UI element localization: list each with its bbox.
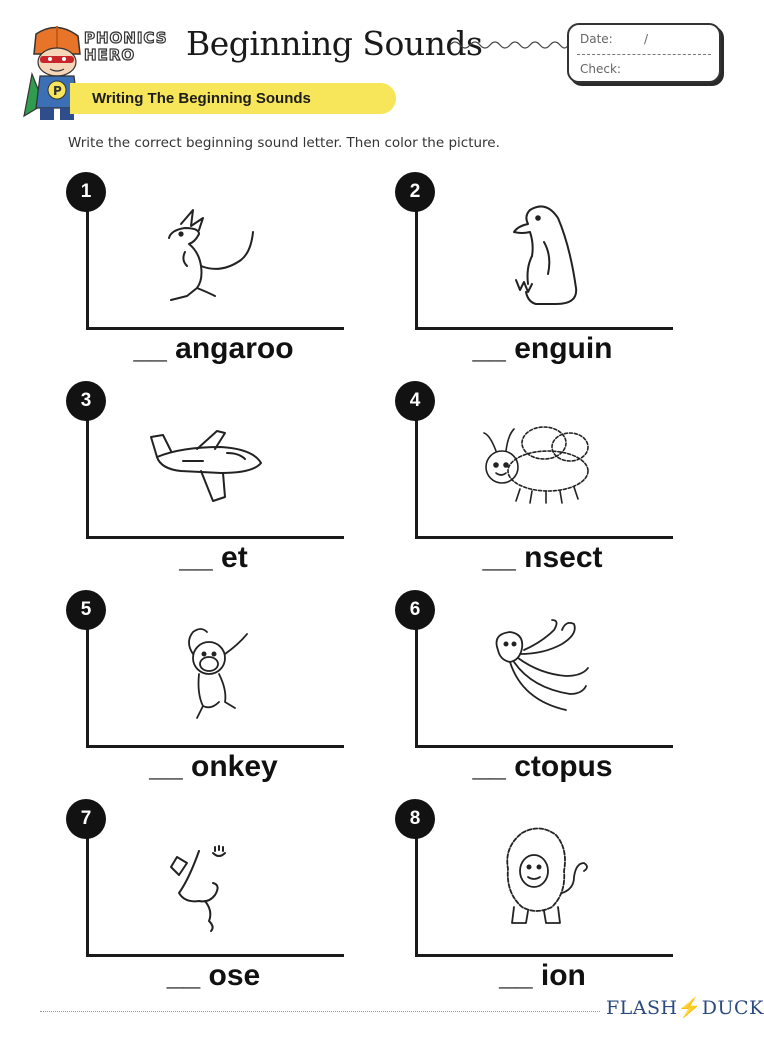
brand-line-1: PHONICS: [84, 29, 168, 47]
exercise-number-badge: 5: [66, 590, 106, 630]
date-divider: [577, 54, 711, 55]
exercise-word: [86, 959, 341, 993]
date-separator: /: [644, 32, 649, 46]
exercise-number-badge: 4: [395, 381, 435, 421]
footer-divider: [40, 1011, 600, 1012]
brand-line-2: HERO: [84, 46, 136, 64]
exercise-word: [415, 541, 670, 575]
word-ending: nsect: [524, 541, 603, 574]
jet-icon: [141, 405, 281, 517]
answer-blank[interactable]: __: [499, 959, 533, 992]
answer-blank[interactable]: __: [179, 541, 213, 574]
instructions-text: Write the correct beginning sound letter. Then color the picture.: [68, 135, 500, 151]
answer-blank[interactable]: __: [133, 332, 167, 365]
exercise-card: [66, 172, 356, 372]
word-ending: onkey: [191, 750, 278, 783]
exercise-number-badge: 1: [66, 172, 106, 212]
word-ending: enguin: [514, 332, 613, 365]
exercise-card: [395, 172, 685, 372]
monkey-icon: [141, 614, 281, 726]
exercise-card: [395, 590, 685, 790]
exercise-number-badge: 3: [66, 381, 106, 421]
exercise-word: [415, 750, 670, 784]
exercise-card: [395, 799, 685, 999]
nose-icon: [141, 823, 281, 935]
word-ending: ose: [208, 959, 261, 992]
date-check-box: [567, 23, 721, 83]
exercise-number-badge: 6: [395, 590, 435, 630]
insect-icon: [470, 405, 610, 517]
worksheet-subtitle: Writing The Beginning Sounds: [92, 90, 311, 107]
exercise-word: [86, 332, 341, 366]
exercise-card: [66, 590, 356, 790]
logo-text-flash: FLASH: [606, 997, 678, 1019]
lightning-bolt-icon: ⚡: [677, 997, 702, 1019]
exercise-number-badge: 2: [395, 172, 435, 212]
phonics-hero-logo: [84, 30, 176, 70]
word-ending: et: [221, 541, 248, 574]
exercise-card: [66, 799, 356, 999]
word-ending: ion: [540, 959, 586, 992]
answer-blank[interactable]: __: [472, 750, 506, 783]
check-label: Check:: [580, 62, 621, 76]
answer-blank[interactable]: __: [149, 750, 183, 783]
exercise-word: [415, 332, 670, 366]
logo-text-duck: DUCK: [701, 997, 764, 1019]
flash-duck-logo: [606, 996, 764, 1019]
kangaroo-icon: [141, 196, 281, 308]
svg-text:P: P: [53, 84, 62, 98]
exercise-word: [415, 959, 670, 993]
exercise-word: [86, 541, 341, 575]
decorative-squiggle: [450, 38, 568, 52]
answer-blank[interactable]: __: [482, 541, 516, 574]
exercise-card: [66, 381, 356, 581]
answer-blank[interactable]: __: [472, 332, 506, 365]
penguin-icon: [470, 196, 610, 308]
exercise-number-badge: 7: [66, 799, 106, 839]
worksheet-title: Beginning Sounds: [186, 24, 483, 63]
exercise-number-badge: 8: [395, 799, 435, 839]
date-label: Date:: [580, 32, 613, 46]
word-ending: ctopus: [514, 750, 613, 783]
exercise-card: [395, 381, 685, 581]
exercise-word: [86, 750, 341, 784]
answer-blank[interactable]: __: [166, 959, 201, 992]
octopus-icon: [470, 614, 610, 726]
lion-icon: [470, 823, 610, 935]
word-ending: angaroo: [175, 332, 294, 365]
